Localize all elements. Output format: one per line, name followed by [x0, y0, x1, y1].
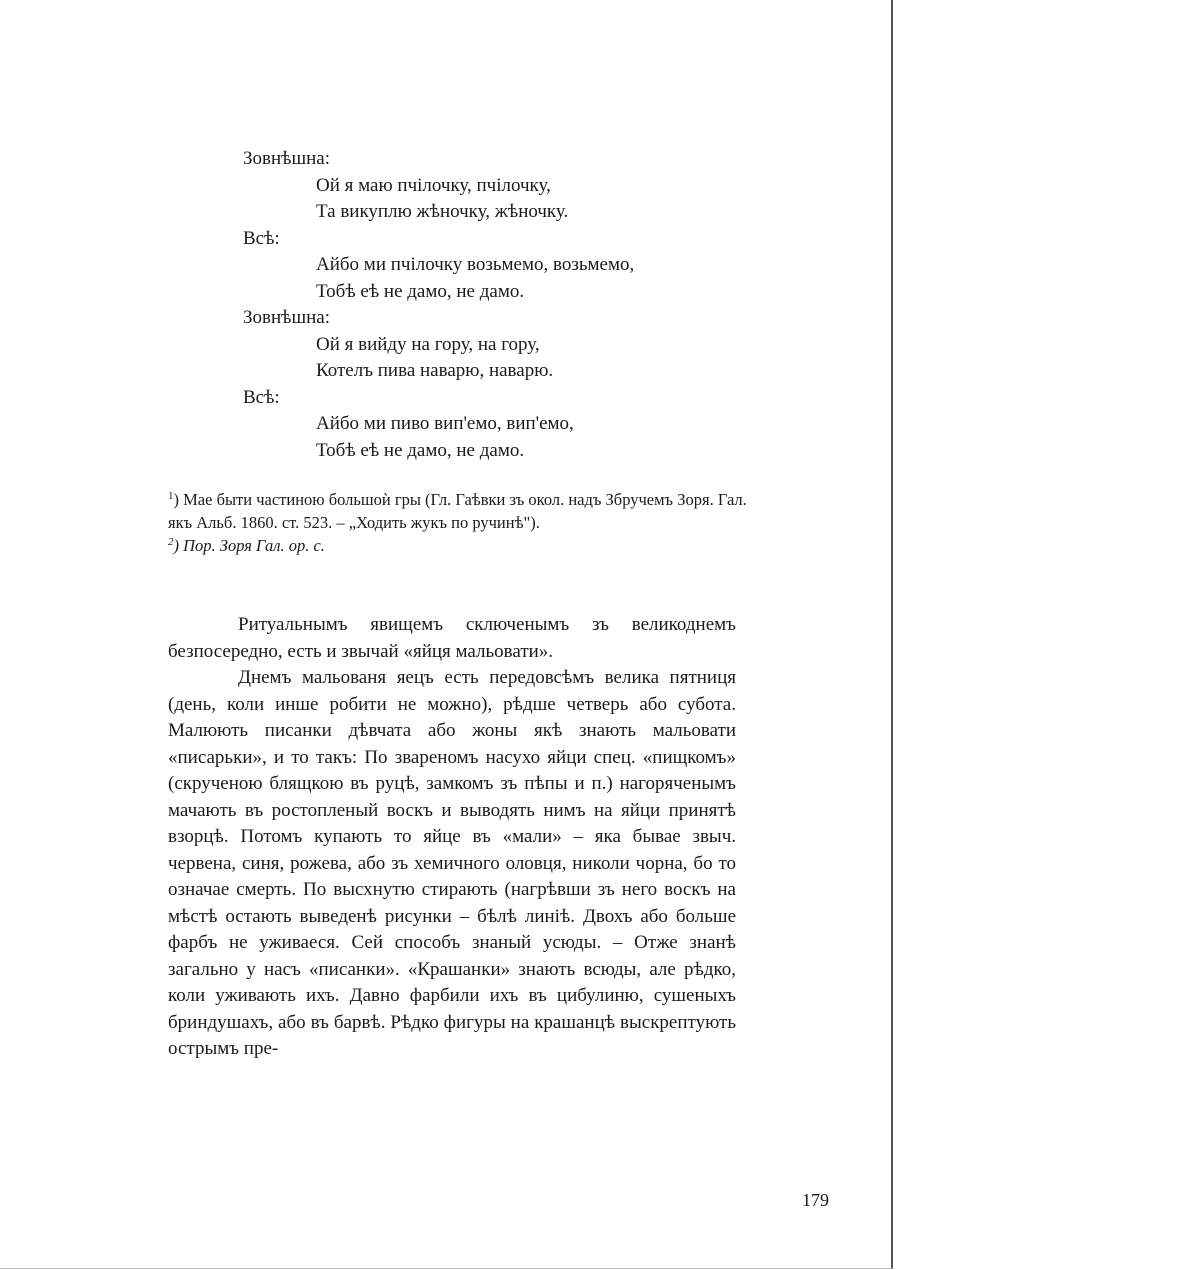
verse-line: Тобѣ еѣ не дамо, не дамо.: [316, 439, 525, 461]
verse-line: Ой я вийду на гору, на гору,: [316, 333, 540, 355]
verse-line: Котелъ пива наварю, наварю.: [316, 360, 554, 381]
paragraph: Ритуальнымъ явищемъ сключенымъ зъ великоднемъ безпосередно, есть и звычай «яйця мальовати».: [168, 614, 736, 662]
body-text: [168, 612, 736, 1063]
verse-line: Ой я маю пчілочку, пчілочку,: [316, 174, 551, 196]
speaker-label: Всѣ:: [243, 386, 280, 408]
speaker-label: Зовнѣшна:: [243, 148, 330, 169]
footnote: [168, 534, 748, 557]
page-number: 179: [802, 1190, 829, 1210]
footnote: [168, 488, 748, 534]
song-verses: [243, 146, 763, 464]
footnote-mark: 2: [168, 536, 174, 548]
footnote-text: ) Пор. Зоря Гал. ор. с.: [173, 536, 325, 555]
verse-line: Айбо ми пиво вип'емо, вип'емо,: [316, 413, 574, 434]
footnotes: [168, 488, 748, 557]
footnote-text: ) Мае быти частиною большоѝ гры (Гл. Гаѣвки зъ окол. надъ Збручемъ Зоря. Гал. якъ Альб. 1860. ст. 523. – „Ходить жукъ по ручинѣ").: [168, 490, 747, 532]
speaker-label: Всѣ:: [243, 227, 280, 249]
verse-line: Та викуплю жѣночку, жѣночку.: [316, 201, 569, 222]
paragraph: Днемъ мальованя яецъ есть передовсѣмъ велика пятниця (день, коли инше робити не можно), рѣдше четверь або субота. Малюють писанки дѣвчата або жоны якѣ знають мальовати «писарьки», и то такъ: По звареномъ насухо яйци спец. «пищкомъ» (скрученою блящкою въ руцѣ, замкомъ зъ пѣпы и п.) нагоряченымъ мачають въ ростопленый воскъ и выводять нимъ на яйци принятѣ взорцѣ. Потомъ купають то яйце въ «мали» – яка бывае звыч. червена, синя, рожева, або зъ хемичного оловця, николи чорна, бо то означае смерть. По высхнутю стирають (нагрѣвши зъ него воскъ на мѣстѣ остають выведенѣ рисунки – бѣлѣ линiѣ. Двохъ або больше фарбъ не уживаеся. Сей способъ знаный усюды. – Отже знанѣ загально у насъ «писанки». «Крашанки» знають всюды, але рѣдко, коли уживають ихъ. Давно фарбили ихъ въ цибулиню, сушеныхъ бриндушахъ, або въ барвѣ. Рѣдко фигуры на крашанцѣ выскрептують острымъ пре-: [168, 667, 736, 1059]
verse-line: Айбо ми пчілочку возьмемо, возьмемо,: [316, 254, 635, 275]
speaker-label: Зовнѣшна:: [243, 307, 330, 328]
footnote-mark: 1: [168, 490, 174, 502]
verse-line: Тобѣ еѣ не дамо, не дамо.: [316, 280, 525, 302]
